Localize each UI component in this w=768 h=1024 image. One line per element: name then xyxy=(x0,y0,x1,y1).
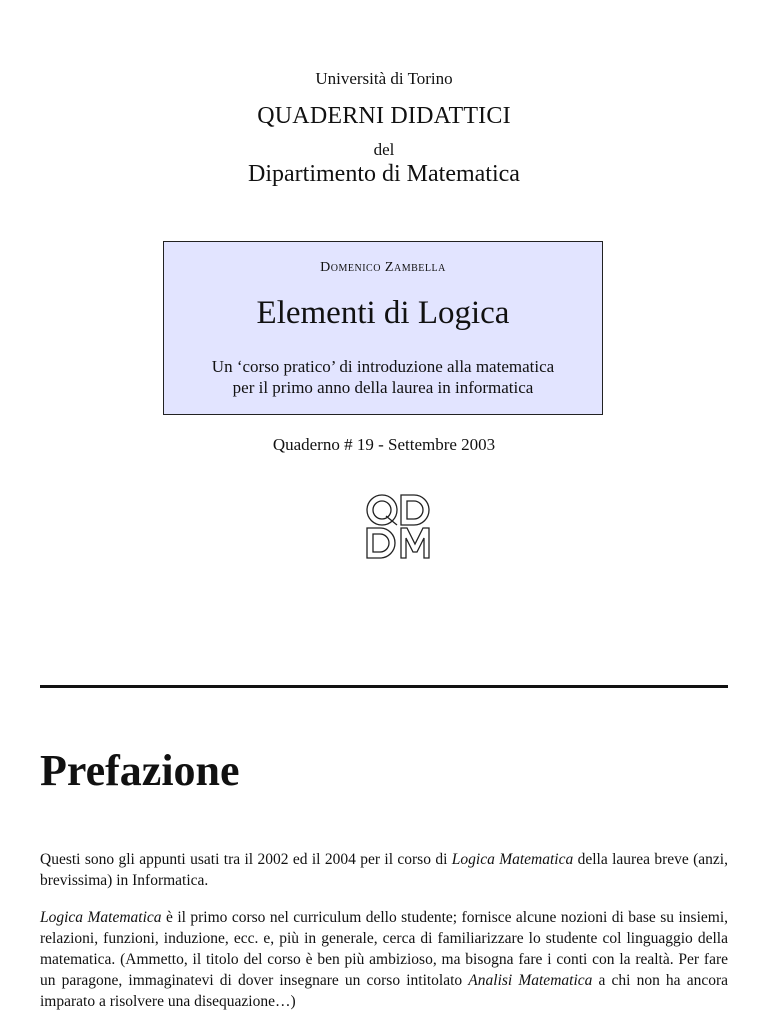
preface-heading: Prefazione xyxy=(40,746,240,795)
subtitle-line-1: Un ‘corso pratico’ di introduzione alla matematica xyxy=(211,357,555,376)
preface-paragraph-2 xyxy=(40,907,728,1012)
book-title: Elementi di Logica xyxy=(256,295,510,331)
subtitle-line-2: per il primo anno della laurea in informatica xyxy=(232,378,534,397)
para2-analysis-course: Analisi Matematica xyxy=(468,972,593,989)
author-name: Domenico Zambella xyxy=(320,260,446,275)
university-name: Università di Torino xyxy=(315,69,453,88)
preface-paragraph-1 xyxy=(40,849,728,891)
para1-text-start: Questi sono gli appunti usati tra il 2002 ed il 2004 per il corso di xyxy=(40,851,452,868)
qddm-logo-icon xyxy=(364,492,432,560)
para1-text-end: della laurea breve (anzi, brevissima) in Informatica. xyxy=(40,851,728,889)
series-title: QUADERNI DIDATTICI xyxy=(257,103,511,129)
para1-course-name: Logica Matematica xyxy=(451,851,574,868)
para2-course-name: Logica Matematica xyxy=(40,909,162,926)
para2-text-middle: è il primo corso nel curriculum dello studente; fornisce alcune nozioni di base su insiemi, relazioni, funzioni, induzione, ecc. e, più in generale, cerca di familiarizzare lo studente col linguaggio della matematica. (Ammetto, il titolo del corso è ben più ambizioso, ma bisogna fare i conti con la realtà. Per fare un paragone, immaginatevi di dover insegnare un corso intitolato xyxy=(40,909,729,989)
section-divider xyxy=(40,685,728,688)
para2-text-end: a chi non ha ancora imparato a risolvere una disequazione…) xyxy=(40,972,728,1010)
connector-text: del xyxy=(373,140,395,159)
department-name: Dipartimento di Matematica xyxy=(248,161,520,187)
title-box xyxy=(163,241,603,415)
issue-info: Quaderno # 19 - Settembre 2003 xyxy=(272,435,496,454)
